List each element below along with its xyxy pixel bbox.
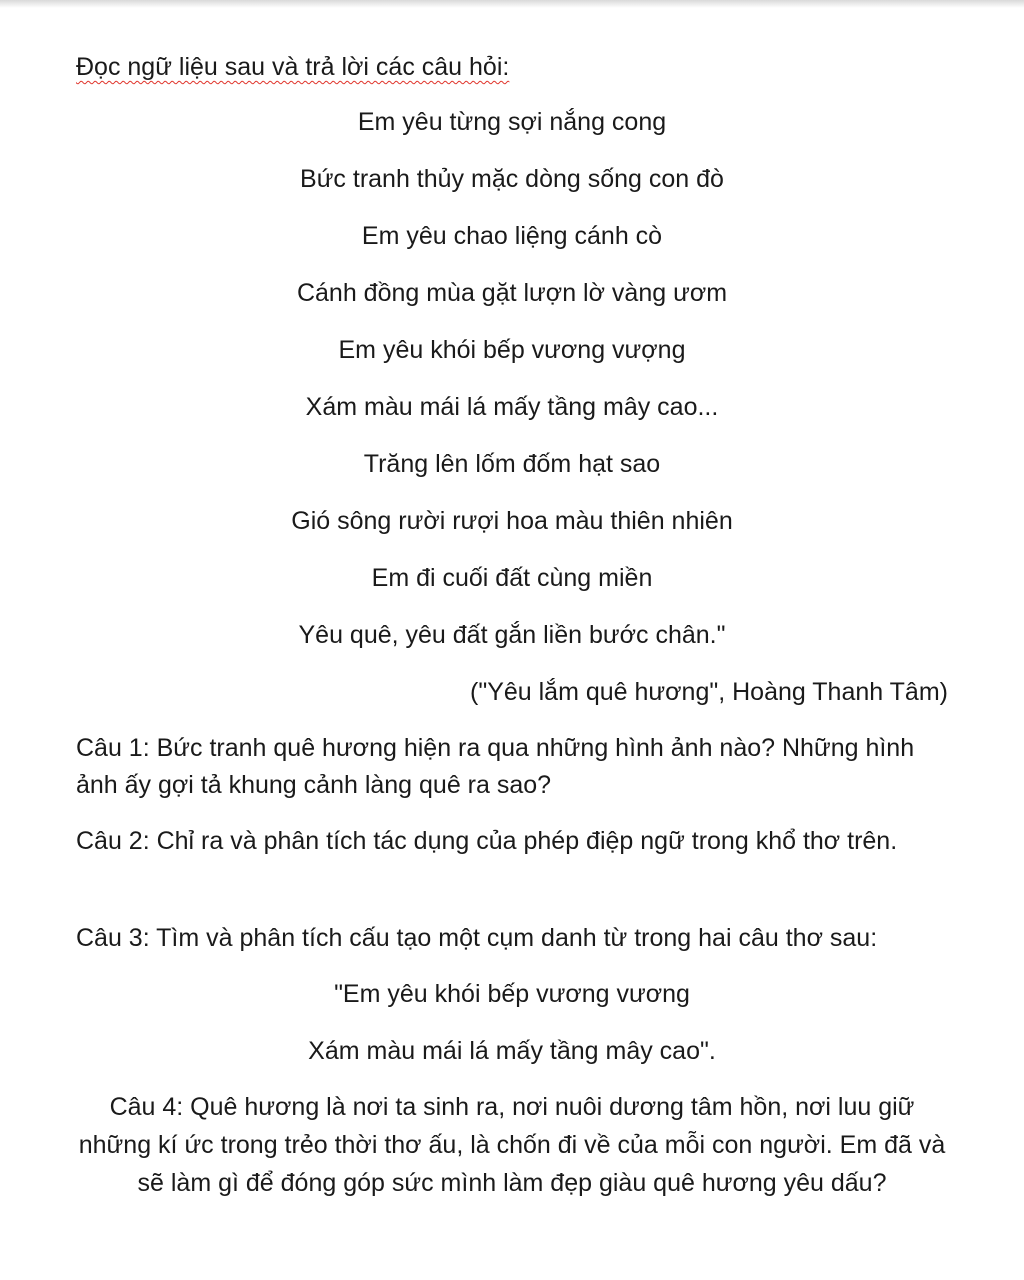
question-3-quote-line: "Em yêu khói bếp vương vương [334,980,690,1008]
question-3: Câu 3: Tìm và phân tích cấu tạo một cụm danh từ trong hai câu thơ sau: [76,924,878,952]
poem-line: Xám màu mái lá mấy tầng mây cao... [305,393,719,421]
poem-line: Yêu quê, yêu đất gắn liền bước chân." [298,621,726,649]
question-3-quote-line: Xám màu mái lá mấy tầng mây cao". [308,1037,716,1065]
poem-line: Trăng lên lốm đốm hạt sao [363,450,661,478]
poem-line: Em yêu từng sợi nắng cong [357,108,667,136]
poem-line: Em đi cuối đất cùng miền [371,564,653,592]
poem-line: Cánh đồng mùa gặt lượn lờ vàng ươm [296,279,728,307]
question-1: Câu 1: Bức tranh quê hương hiện ra qua những hình ảnh nào? Những hình ảnh ấy gợi tả khung cảnh làng quê ra sao? [76,734,915,799]
poem-line: Em yêu khói bếp vương vượng [338,336,686,364]
poem-line: Bức tranh thủy mặc dòng sống con đò [300,165,724,193]
poem-line: Gió sông rười rượi hoa màu thiên nhiên [291,507,733,535]
question-2: Câu 2: Chỉ ra và phân tích tác dụng của phép điệp ngữ trong khổ thơ trên. [76,827,898,855]
poem-source: ("Yêu lắm quê hương", Hoàng Thanh Tâm) [470,678,948,706]
poem-line: Em yêu chao liệng cánh cò [361,222,663,250]
instruction-text: Đọc ngữ liệu sau và trả lời các câu hỏi: [76,53,510,81]
question-4: Câu 4: Quê hương là nơi ta sinh ra, nơi nuôi dương tâm hồn, nơi luu giữ những kí ức trong trẻo thời thơ ấu, là chốn đi về của mỗi con người. Em đã và sẽ làm gì để đóng góp sức mình làm đẹp giàu quê hương yêu dấu? [78,1093,946,1197]
